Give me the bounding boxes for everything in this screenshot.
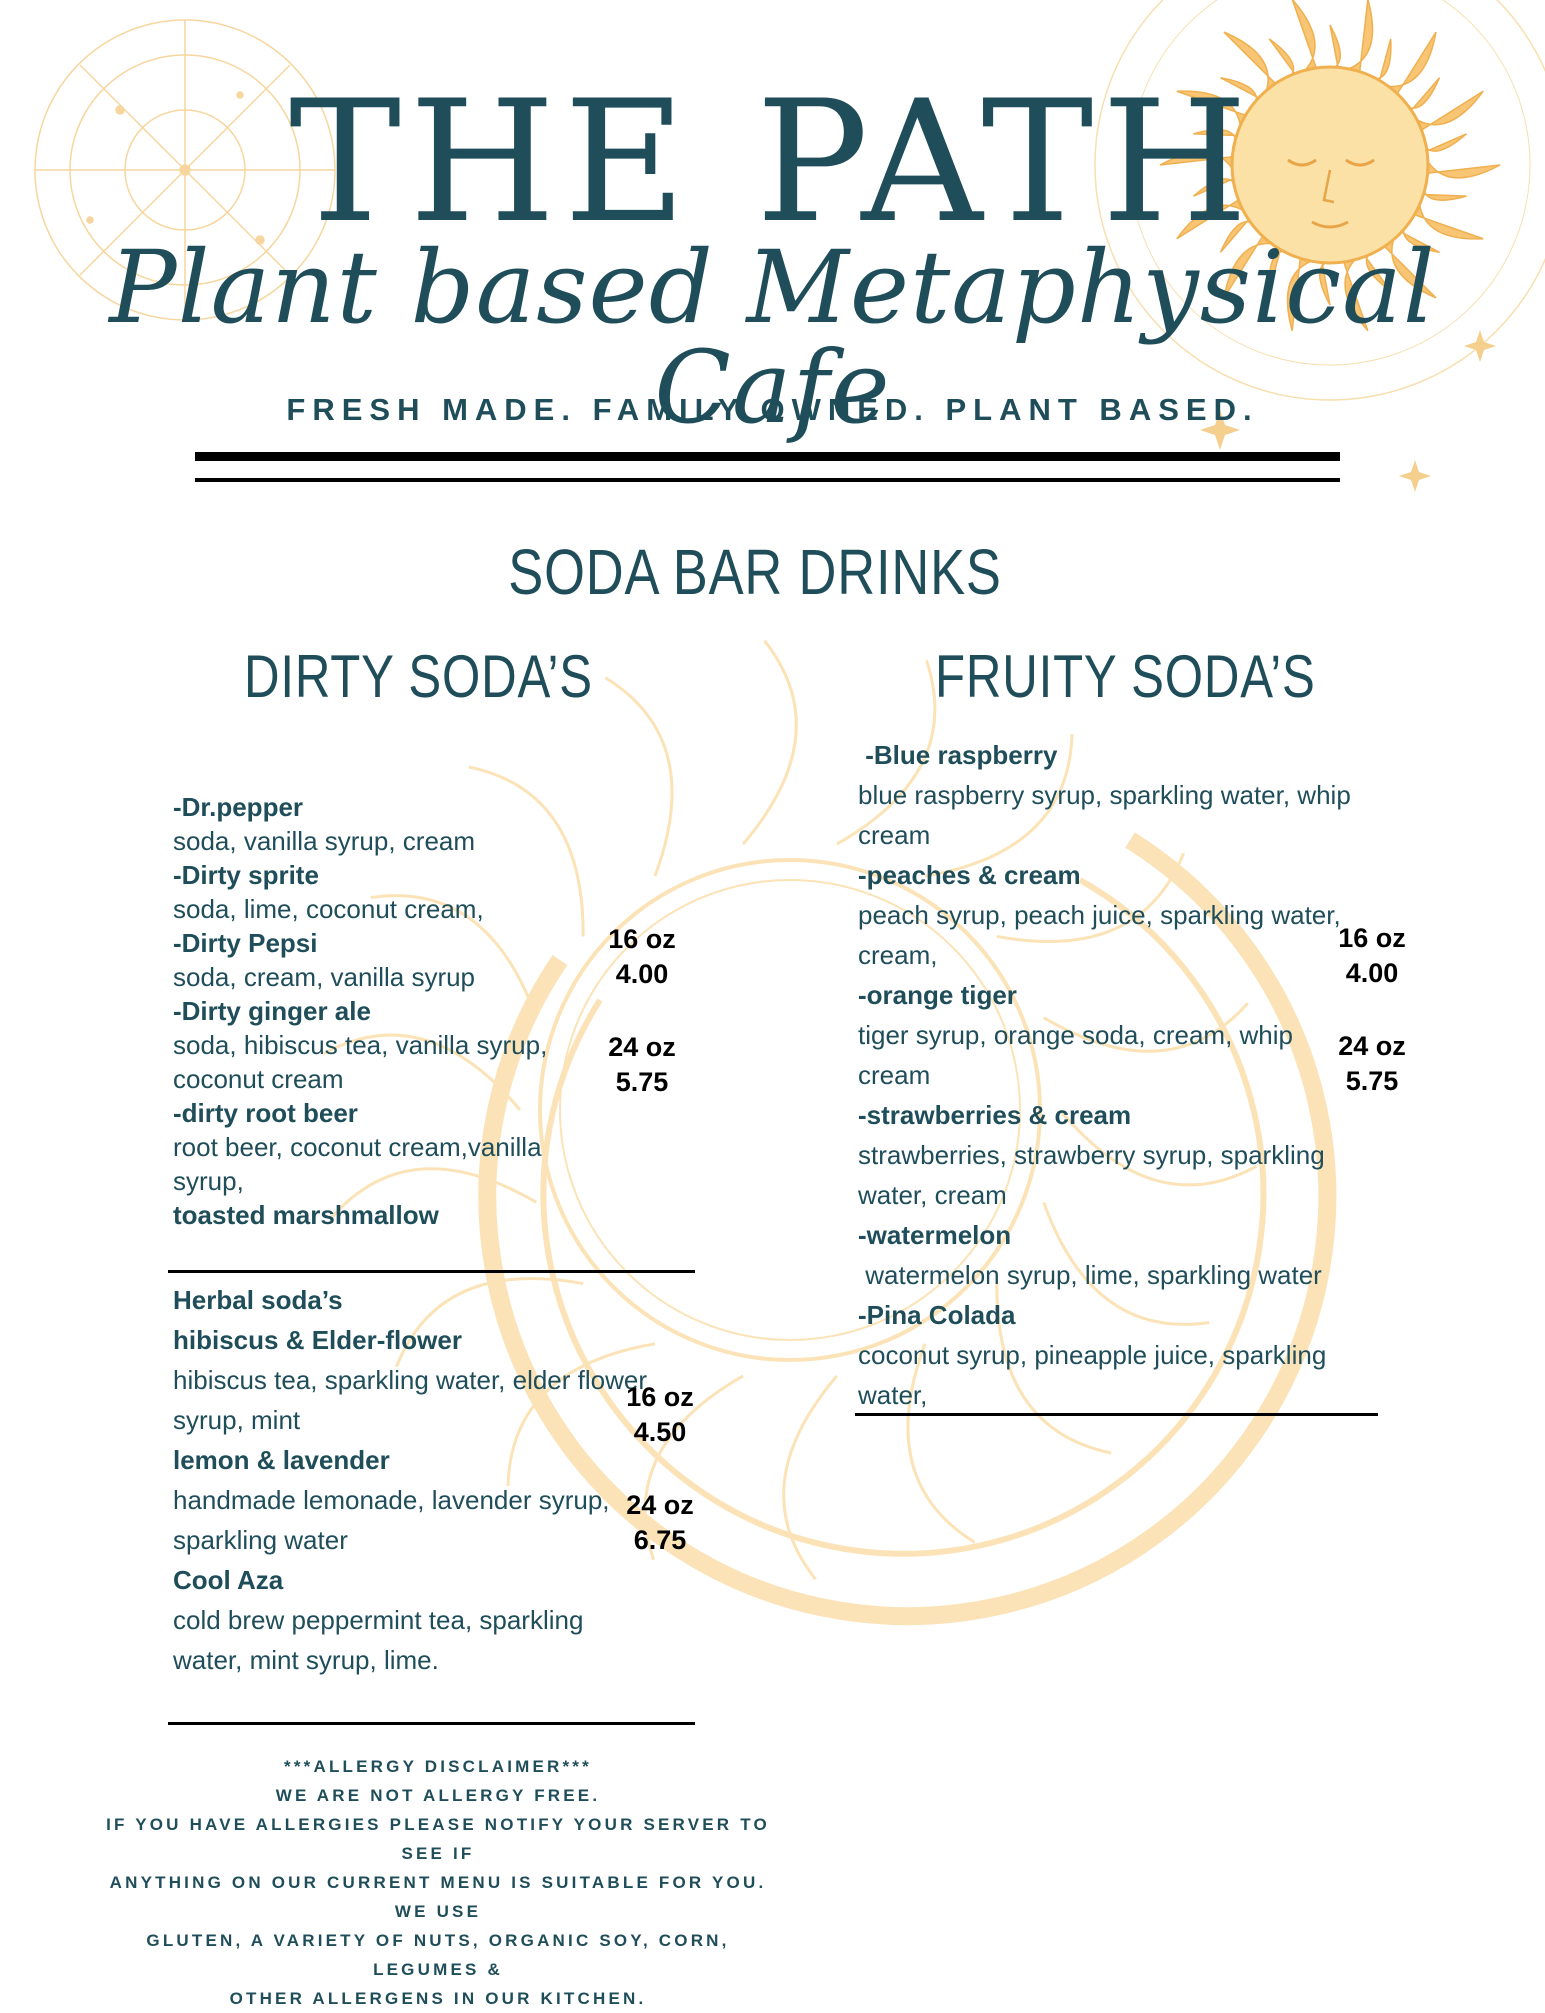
menu-item-desc: water, <box>858 1380 928 1410</box>
size-label: 24 oz <box>608 1032 676 1062</box>
background-ray-icon <box>605 678 672 876</box>
menu-item-name: -dirty root beer <box>173 1098 358 1128</box>
cafe-subtitle: Plant based Metaphysical Cafe <box>109 229 1436 446</box>
price-value: 4.50 <box>633 1417 687 1447</box>
menu-item-name: -Dirty sprite <box>173 860 319 890</box>
price-value: 4.00 <box>615 959 669 989</box>
disclaimer-line: OTHER ALLERGENS IN OUR KITCHEN. <box>229 1989 647 2008</box>
menu-item-desc: syrup, mint <box>173 1405 301 1435</box>
menu-item-name: -Dirty Pepsi <box>173 928 318 958</box>
herbal-price-small <box>605 1380 715 1450</box>
background-ray-icon <box>743 641 796 844</box>
menu-item-desc: handmade lemonade, lavender syrup, <box>173 1485 610 1515</box>
menu-item-desc: cream <box>858 820 931 850</box>
sun-ray-icon <box>1292 0 1317 75</box>
menu-item-desc: soda, cream, vanilla syrup <box>173 962 476 992</box>
size-label: 24 oz <box>626 1490 694 1520</box>
menu-item-desc: sparkling water <box>173 1525 348 1555</box>
disclaimer-line: ***ALLERGY DISCLAIMER*** <box>284 1757 592 1776</box>
disclaimer-line: GLUTEN, A VARIETY OF NUTS, ORGANIC SOY, CORN, LEGUMES & <box>146 1931 730 1979</box>
price-value: 5.75 <box>1345 1066 1399 1096</box>
header-divider-thin <box>195 478 1340 482</box>
menu-item-desc: water, cream <box>858 1180 1007 1210</box>
menu-item-desc: tiger syrup, orange soda, cream, whip <box>858 1020 1293 1050</box>
menu-item-desc: strawberries, strawberry syrup, sparkling <box>858 1140 1325 1170</box>
dirty-price-large <box>587 1030 697 1100</box>
menu-item-name: -watermelon <box>858 1220 1012 1250</box>
menu-item-name: -Dirty ginger ale <box>173 996 371 1026</box>
size-label: 16 oz <box>1338 923 1406 953</box>
menu-item-desc: cold brew peppermint tea, sparkling <box>173 1605 584 1635</box>
menu-item-desc: cream <box>858 1060 931 1090</box>
dirty-divider <box>168 1270 695 1273</box>
dirty-soda-title: DIRTY SODA’S <box>244 643 593 710</box>
herbal-soda-list <box>173 1280 647 1680</box>
fruity-soda-title: FRUITY SODA’S <box>935 643 1316 710</box>
menu-item-name: lemon & lavender <box>173 1445 390 1475</box>
fruity-divider <box>855 1413 1378 1416</box>
size-label: 16 oz <box>626 1382 694 1412</box>
dirty-price-small <box>587 922 697 992</box>
menu-item-desc: hibiscus tea, sparkling water, elder flower <box>173 1365 648 1395</box>
size-label: 16 oz <box>608 924 676 954</box>
herbal-title: Herbal soda’s <box>173 1285 343 1315</box>
cafe-title: THE PATH <box>289 64 1256 260</box>
header-divider-thick <box>195 452 1340 461</box>
size-label: 24 oz <box>1338 1031 1406 1061</box>
sun-ray-icon <box>1321 25 1340 70</box>
menu-item-name: -strawberries & cream <box>858 1100 1132 1130</box>
sun-ray-icon <box>1343 0 1373 75</box>
price-value: 4.00 <box>1345 958 1399 988</box>
menu-item-desc: soda, lime, coconut cream, <box>173 894 484 924</box>
allergy-disclaimer <box>98 1752 778 2013</box>
disclaimer-line: IF YOU HAVE ALLERGIES PLEASE NOTIFY YOUR SERVER TO SEE IF <box>106 1815 770 1863</box>
price-value: 5.75 <box>615 1067 669 1097</box>
menu-item-desc: coconut syrup, pineapple juice, sparkling <box>858 1340 1327 1370</box>
menu-item-desc: coconut cream <box>173 1064 344 1094</box>
fruity-price-small <box>1317 921 1427 991</box>
menu-item-name: -peaches & cream <box>858 860 1081 890</box>
menu-item-desc: peach syrup, peach juice, sparkling water, <box>858 900 1341 930</box>
menu-item-name: -Blue raspberry <box>858 740 1058 770</box>
menu-item-name: -Pina Colada <box>858 1300 1016 1330</box>
fruity-soda-list <box>858 735 1351 1415</box>
menu-item-desc: syrup, <box>173 1166 244 1196</box>
disclaimer-line: ANYTHING ON OUR CURRENT MENU IS SUITABLE FOR YOU. WE USE <box>109 1873 767 1921</box>
herbal-price-large <box>605 1488 715 1558</box>
menu-item-name: Cool Aza <box>173 1565 284 1595</box>
menu-item-name: hibiscus & Elder-flower <box>173 1325 462 1355</box>
menu-item-desc: blue raspberry syrup, sparkling water, whip <box>858 780 1351 810</box>
price-value: 6.75 <box>633 1525 687 1555</box>
menu-item-desc: watermelon syrup, lime, sparkling water <box>858 1260 1322 1290</box>
section-title: SODA BAR DRINKS <box>508 536 1002 608</box>
menu-item-desc: soda, vanilla syrup, cream <box>173 826 476 856</box>
herbal-divider <box>168 1722 695 1725</box>
menu-item-name: -orange tiger <box>858 980 1017 1010</box>
menu-item-desc: root beer, coconut cream,vanilla <box>173 1132 542 1162</box>
fruity-price-large <box>1317 1029 1427 1099</box>
menu-item-name: -Dr.pepper <box>173 792 304 822</box>
menu-item-desc: water, mint syrup, lime. <box>173 1645 439 1675</box>
menu-item-desc: cream, <box>858 940 938 970</box>
tagline: FRESH MADE. FAMILY OWNED. PLANT BASED. <box>286 392 1259 427</box>
dirty-soda-list <box>173 790 547 1232</box>
menu-item-desc: soda, hibiscus tea, vanilla syrup, <box>173 1030 548 1060</box>
disclaimer-line: WE ARE NOT ALLERGY FREE. <box>275 1786 601 1805</box>
menu-item-topping: toasted marshmallow <box>173 1200 439 1230</box>
